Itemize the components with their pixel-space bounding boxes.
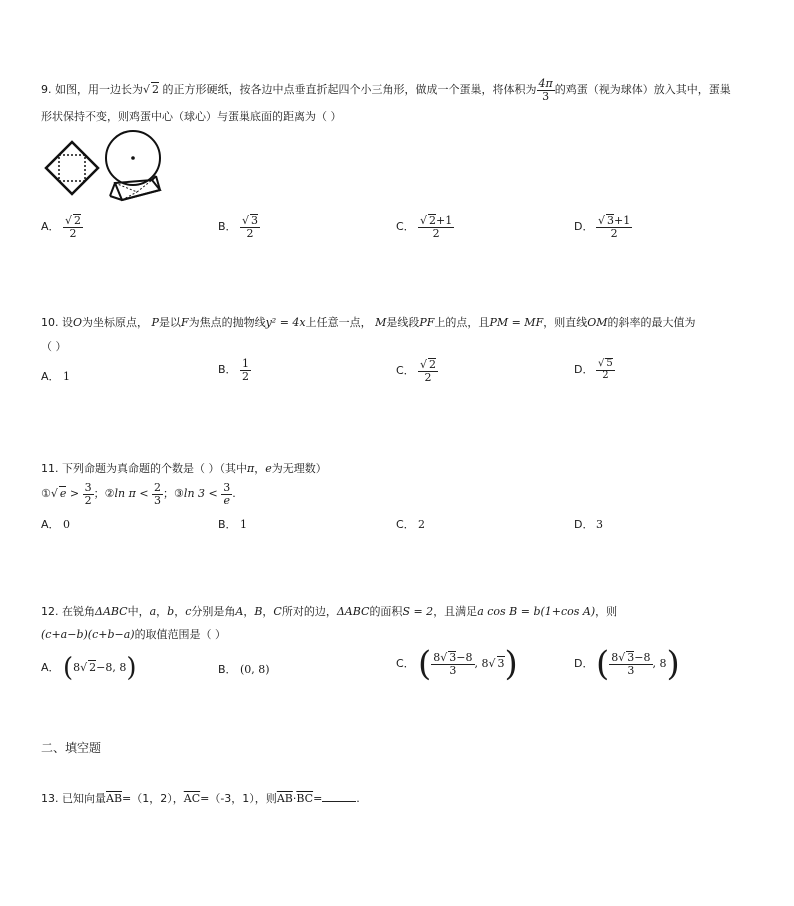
q12-text: 分别是角 xyxy=(191,605,236,618)
q12-text: 所对的边， xyxy=(281,605,337,618)
circled-one: ① xyxy=(41,487,51,501)
numerator: 3 xyxy=(223,481,231,494)
vector-ab: $\overline{AB}$ xyxy=(106,792,123,805)
q9-option-a[interactable] xyxy=(41,214,83,239)
radicand: e xyxy=(59,487,67,501)
q12-number: 12. 在锐角 xyxy=(41,605,95,618)
option-value: 1 xyxy=(63,370,70,383)
egg-nest-figure xyxy=(40,128,165,208)
vector-bc: $\overline{BC}$ xyxy=(296,792,314,805)
fraction xyxy=(152,482,163,506)
point-p: P xyxy=(151,316,159,329)
q10-option-a[interactable] xyxy=(41,368,70,384)
option-label: A． xyxy=(41,518,60,531)
option-label: C． xyxy=(396,363,415,377)
q10-text: 上任意一点， xyxy=(305,316,372,329)
q10-line2: （ ） xyxy=(41,340,67,353)
area-value: S = 2 xyxy=(402,605,434,618)
q11-line1 xyxy=(41,460,327,476)
radicand: 3 xyxy=(251,214,259,227)
equals-sign: = xyxy=(313,792,323,805)
q12-condition: a cos B = b(1+cos A) xyxy=(477,605,596,618)
option-label: B． xyxy=(218,219,237,233)
option-label: C． xyxy=(396,518,415,531)
numerator: 1 xyxy=(242,357,249,370)
separator: ；③ xyxy=(163,487,184,501)
q10-option-c[interactable] xyxy=(396,358,438,383)
ln-expression: ln π < xyxy=(114,487,153,501)
denominator: 3 xyxy=(627,664,635,677)
period: . xyxy=(356,792,360,805)
denominator: 2 xyxy=(424,370,432,384)
q13-stem: 13. 已知向量 xyxy=(41,792,106,805)
denominator: 3 xyxy=(154,493,162,507)
q9-volume-fraction xyxy=(537,78,555,102)
q10-text: 是以 xyxy=(158,316,181,329)
q12-option-d[interactable]: D．( $\frac{8√ 3-8}{3}$ , 8) xyxy=(574,644,680,684)
pi-symbol: π xyxy=(247,462,255,475)
answer-blank[interactable] xyxy=(322,791,356,802)
angle-c: C xyxy=(273,605,282,618)
option-fraction: $\frac{√ 3}{2}$ xyxy=(242,214,259,240)
q9-volume-den: 3 xyxy=(542,89,550,103)
denominator: 2 xyxy=(242,369,249,383)
denominator: 2 xyxy=(246,226,254,240)
q11-propositions: ①√ e > $\frac{3}{2}$ ；②ln π < $\frac{2}{3}$ ；③ln 3 < $\frac{3}{e}$ . xyxy=(41,481,236,507)
option-value: 0 xyxy=(63,518,70,531)
numerator-tail: −8 xyxy=(634,651,651,665)
q12-text: 的面积 xyxy=(369,605,403,618)
q11-option-d[interactable] xyxy=(574,516,603,532)
q12-option-b[interactable] xyxy=(218,661,270,677)
section-heading-fill-in: 二、填空题 xyxy=(41,741,102,755)
q12-text: 的取值范围是（ ） xyxy=(134,628,227,641)
side-c: c xyxy=(185,605,192,618)
q12-text: 中， xyxy=(127,605,150,618)
point-f: F xyxy=(180,316,189,329)
q10-text: 上的点，且 xyxy=(434,316,490,329)
denominator: 3 xyxy=(449,664,457,677)
vector-ab-value: =（1，2）， xyxy=(122,792,184,805)
option-label: B． xyxy=(218,663,237,676)
triangle-abc: ΔABC xyxy=(336,605,370,618)
q12-comma: ， xyxy=(174,605,186,618)
q11-option-a[interactable] xyxy=(41,516,70,532)
option-value: 2 xyxy=(418,518,425,531)
option-fraction: $\frac{8√ 3-8}{3}$ xyxy=(433,651,473,677)
option-fraction: $\frac{8√ 3-8}{3}$ xyxy=(611,651,651,677)
numerator-tail: −8 xyxy=(456,651,473,665)
q13-line xyxy=(41,790,360,806)
numerator-tail: +1 xyxy=(614,214,631,227)
q12-comma: ， xyxy=(262,605,274,618)
option-label: A． xyxy=(41,219,60,233)
option-label: A． xyxy=(41,661,60,674)
q10-option-b[interactable] xyxy=(218,358,251,382)
sqrt-symbol: √ xyxy=(143,83,151,97)
parabola-equation: y² = 4x xyxy=(265,316,306,329)
denominator: 2 xyxy=(84,493,92,507)
option-label: D． xyxy=(574,657,594,670)
q10-line1 xyxy=(41,314,696,330)
option-value: 3 xyxy=(596,518,603,531)
interval-tail: , 8 xyxy=(652,657,667,670)
period: . xyxy=(232,487,236,501)
point-o: O xyxy=(73,316,83,329)
radicand: 3 xyxy=(497,657,505,670)
q10-option-d[interactable] xyxy=(574,358,615,381)
q10-number: 10. 设 xyxy=(41,316,73,329)
q12-line2 xyxy=(41,626,226,642)
numerator: 3 xyxy=(84,481,92,494)
option-label: B． xyxy=(218,518,237,531)
option-fraction xyxy=(240,358,251,382)
option-fraction: $\frac{√ 2}{2}$ xyxy=(65,214,82,240)
option-label: B． xyxy=(218,363,237,377)
q9-line1 xyxy=(41,78,731,102)
q9-prefix: 9. 如图，用一边长为 xyxy=(41,83,143,97)
fraction xyxy=(221,482,232,506)
q12-comma: ， xyxy=(156,605,168,618)
q9-line2: 形状保持不变，则鸡蛋中心（球心）与蛋巢底面的距离为（ ） xyxy=(41,110,342,123)
option-label: C． xyxy=(396,657,415,670)
option-value: (0, 8) xyxy=(240,663,270,676)
radicand: 2 xyxy=(89,661,97,674)
q10-condition: PM = MF xyxy=(489,316,544,329)
q11-comma: ， xyxy=(254,462,266,475)
q9-mid: 的正方形硬纸，按各边中点垂直折起四个小三角形，做成一个蛋巢，将体积为 xyxy=(162,83,537,97)
q12-text: ，且满足 xyxy=(433,605,478,618)
option-label: D． xyxy=(574,362,594,376)
option-label: A． xyxy=(41,370,60,383)
q10-text: ，则直线 xyxy=(543,316,588,329)
coefficient: 8 xyxy=(73,661,81,674)
option-label: C． xyxy=(396,219,415,233)
q11-option-b[interactable] xyxy=(218,516,247,532)
e-symbol: e xyxy=(265,462,272,475)
option-fraction: $\frac{√ 3+1}{2}$ xyxy=(598,214,631,240)
radicand: 5 xyxy=(606,358,613,369)
point-m: M xyxy=(375,316,387,329)
q10-text: 的斜率的最大值为 xyxy=(607,316,696,329)
operator: > xyxy=(66,487,83,501)
triangle-abc: ΔABC xyxy=(95,605,128,618)
q12-line1 xyxy=(41,603,617,619)
q9-side-radicand: 2 xyxy=(152,83,160,97)
option-value: 1 xyxy=(240,518,247,531)
egg-on-nest-diagram xyxy=(106,131,160,200)
q11-option-c[interactable] xyxy=(396,516,425,532)
q12-expression: (c+a−b)(c+b−a) xyxy=(41,628,135,641)
interval-tail: , 8 xyxy=(474,657,489,670)
radicand: 2 xyxy=(429,214,437,227)
q12-option-c[interactable]: C．( $\frac{8√ 3-8}{3}$ , 8√ 3) xyxy=(396,644,518,684)
q9-option-c[interactable] xyxy=(396,214,454,239)
numerator: 2 xyxy=(154,481,162,494)
separator: ；② xyxy=(93,487,115,501)
denominator: 2 xyxy=(69,226,77,240)
q9-after: 的鸡蛋（视为球体）放入其中，蛋巢 xyxy=(554,83,731,97)
side-a: a xyxy=(149,605,157,618)
option-fraction: $\frac{√ 2+1}{2}$ xyxy=(420,214,453,240)
vector-ab: $\overline{AB}$ xyxy=(276,792,293,805)
ln-expression: ln 3 < xyxy=(183,487,222,501)
vector-ac: $\overline{AC}$ xyxy=(183,792,201,805)
coefficient: 8 xyxy=(433,651,441,665)
numerator-tail: +1 xyxy=(436,214,453,227)
radicand: 2 xyxy=(429,358,437,371)
angle-a: A xyxy=(235,605,244,618)
option-label: D． xyxy=(574,219,594,233)
line-om: OM xyxy=(587,316,608,329)
interval-tail: −8, 8 xyxy=(96,661,127,674)
q9-option-b[interactable] xyxy=(218,214,260,239)
radicand: 3 xyxy=(449,651,457,665)
q10-text: 为焦点的抛物线 xyxy=(188,316,266,329)
option-fraction: $\frac{√ 5}{2}$ xyxy=(598,358,613,381)
radicand: 3 xyxy=(627,651,635,665)
denominator: e xyxy=(223,493,230,507)
q12-option-a[interactable]: A． (8√ 2−8, 8) xyxy=(41,653,137,683)
vector-ac-value: =（-3，1），则 xyxy=(200,792,277,805)
denominator: 2 xyxy=(610,226,618,240)
radicand: 2 xyxy=(74,214,82,227)
radicand: 3 xyxy=(607,214,615,227)
q9-option-d[interactable] xyxy=(574,214,632,239)
option-label: D． xyxy=(574,518,594,531)
q12-comma: ， xyxy=(243,605,255,618)
q11-stem-tail: 为无理数） xyxy=(271,462,327,475)
option-fraction: $\frac{√ 2}{2}$ xyxy=(420,358,437,384)
coefficient: 8 xyxy=(611,651,619,665)
q10-text: 是线段 xyxy=(386,316,420,329)
q10-text: 为坐标原点， xyxy=(82,316,149,329)
denominator: 2 xyxy=(432,226,440,240)
angle-b: B xyxy=(254,605,263,618)
folded-paper-diagram xyxy=(46,142,98,194)
segment-pf: PF xyxy=(419,316,435,329)
q11-stem: 11. 下列命题为真命题的个数是（ ）（其中 xyxy=(41,462,247,475)
fraction xyxy=(83,482,94,506)
denominator: 2 xyxy=(602,369,609,381)
q12-text: ，则 xyxy=(595,605,618,618)
dot-operator: · xyxy=(292,792,297,805)
q9-volume-num: 4π xyxy=(538,77,553,90)
side-b: b xyxy=(167,605,175,618)
